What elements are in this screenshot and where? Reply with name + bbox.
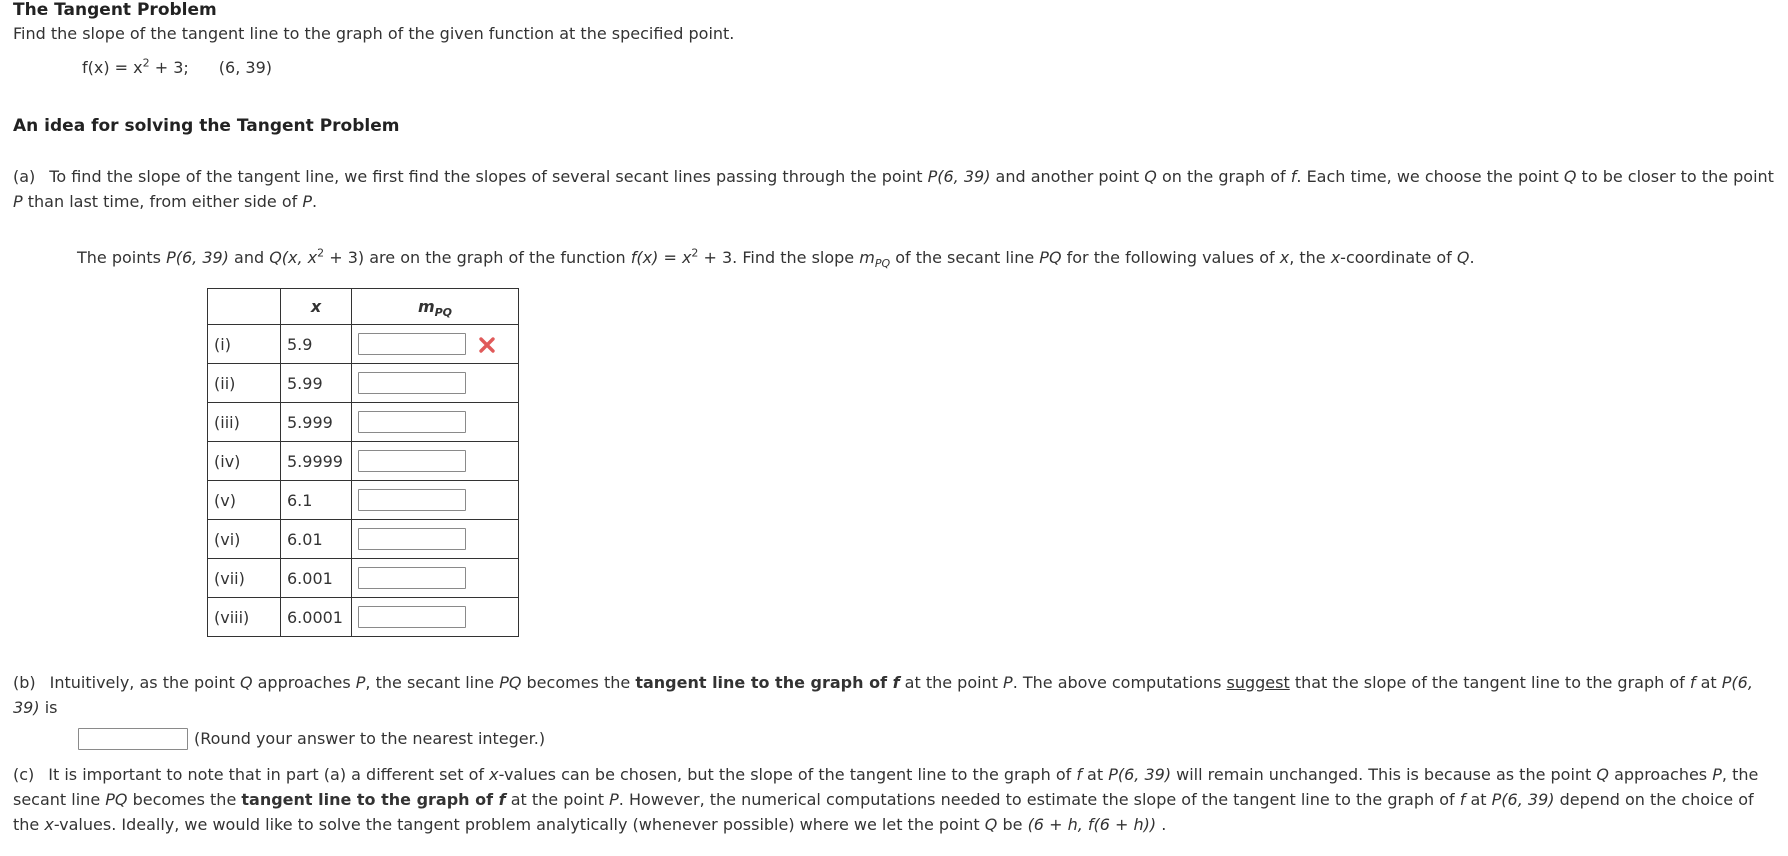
- row-answer-cell: [352, 403, 519, 442]
- part-b-label: (b): [13, 673, 36, 692]
- table-row: [208, 598, 519, 637]
- mpq-answer-input[interactable]: [358, 333, 466, 355]
- mpq-answer-input[interactable]: [358, 411, 466, 433]
- row-answer-cell: [352, 520, 519, 559]
- row-x-value: 5.999: [281, 403, 352, 442]
- header-blank: [208, 289, 281, 325]
- row-label: (i): [208, 325, 281, 364]
- given-point: (6, 39): [218, 58, 272, 77]
- row-label: (iv): [208, 442, 281, 481]
- part-c-text: (c) It is important to note that in part (a) a different set of x-values can be chosen, but the slope of the tangent line to the graph of f at P(6, 39) will remain unchanged. This is because as the point Q approaches P, the secant line PQ becomes the tangent line to the graph of f at the point P. However, the numerical computations needed to estimate the slope of the tangent line to the graph of f at P(6, 39) depend on the choice of the x-values. Ideally, we would like to solve the tangent problem analytically (whenever possible) where we let the point Q be (6 + h, f(6 + h)) .: [13, 765, 1759, 834]
- part-a-label: (a): [13, 167, 36, 186]
- function-text: $f(x) = x^2 + 3$;: [82, 56, 189, 77]
- x-mark-icon: [478, 336, 496, 354]
- row-answer-cell: [352, 442, 519, 481]
- mpq-answer-input[interactable]: [358, 489, 466, 511]
- row-x-value: 6.0001: [281, 598, 352, 637]
- rounding-note: (Round your answer to the nearest integer.): [194, 728, 546, 748]
- table-header-row: [208, 289, 519, 325]
- row-x-value: 6.01: [281, 520, 352, 559]
- row-x-value: 5.9999: [281, 442, 352, 481]
- table-row: [208, 481, 519, 520]
- section-heading: An idea for solving the Tangent Problem: [13, 116, 400, 136]
- table-row: [208, 325, 519, 364]
- row-answer-cell: [352, 481, 519, 520]
- mpq-answer-input[interactable]: [358, 567, 466, 589]
- mpq-answer-input[interactable]: [358, 528, 466, 550]
- part-b-answer-row: [78, 728, 545, 750]
- problem-title: The Tangent Problem: [13, 0, 217, 20]
- row-label: (iii): [208, 403, 281, 442]
- part-a-text: (a) To find the slope of the tangent line, we first find the slopes of several secant lines passing through the point P(6, 39) and another point Q on the graph of f. Each time, we choose the point Q to be closer to the point P than last time, from either side of P.: [13, 167, 1774, 211]
- function-statement: [82, 58, 272, 77]
- table-row: [208, 442, 519, 481]
- row-x-value: 5.9: [281, 325, 352, 364]
- row-answer-cell: [352, 598, 519, 637]
- part-b-answer-input[interactable]: [78, 728, 188, 750]
- part-c-label: (c): [13, 765, 35, 784]
- header-mpq: $m_{PQ}$: [352, 289, 519, 325]
- table-row: [208, 364, 519, 403]
- table-row: [208, 559, 519, 598]
- table-row: [208, 520, 519, 559]
- row-label: (vii): [208, 559, 281, 598]
- header-x: x: [281, 289, 352, 325]
- secant-instruction: The points P(6, 39) and Q(x, $x^2 + 3$) are on the graph of the function $f(x) = x^2 + 3$. Find the slope $m_{PQ}$ of the secant line PQ for the following values of x, the x-coordinate of Q.: [77, 246, 1475, 271]
- problem-instruction: Find the slope of the tangent line to the graph of the given function at the specified point.: [13, 24, 735, 43]
- row-x-value: 5.99: [281, 364, 352, 403]
- row-answer-cell: [352, 559, 519, 598]
- row-label: (ii): [208, 364, 281, 403]
- row-x-value: 6.1: [281, 481, 352, 520]
- part-b-text: (b) Intuitively, as the point Q approaches P, the secant line PQ becomes the tangent line to the graph of f at the point P. The above computations suggest that the slope of the tangent line to the graph of f at P(6, 39) is: [13, 673, 1753, 717]
- slope-table: [207, 288, 519, 637]
- row-label: (v): [208, 481, 281, 520]
- mpq-answer-input[interactable]: [358, 372, 466, 394]
- row-x-value: 6.001: [281, 559, 352, 598]
- mpq-answer-input[interactable]: [358, 450, 466, 472]
- row-answer-cell: [352, 364, 519, 403]
- row-label: (viii): [208, 598, 281, 637]
- row-label: (vi): [208, 520, 281, 559]
- table-row: [208, 403, 519, 442]
- mpq-answer-input[interactable]: [358, 606, 466, 628]
